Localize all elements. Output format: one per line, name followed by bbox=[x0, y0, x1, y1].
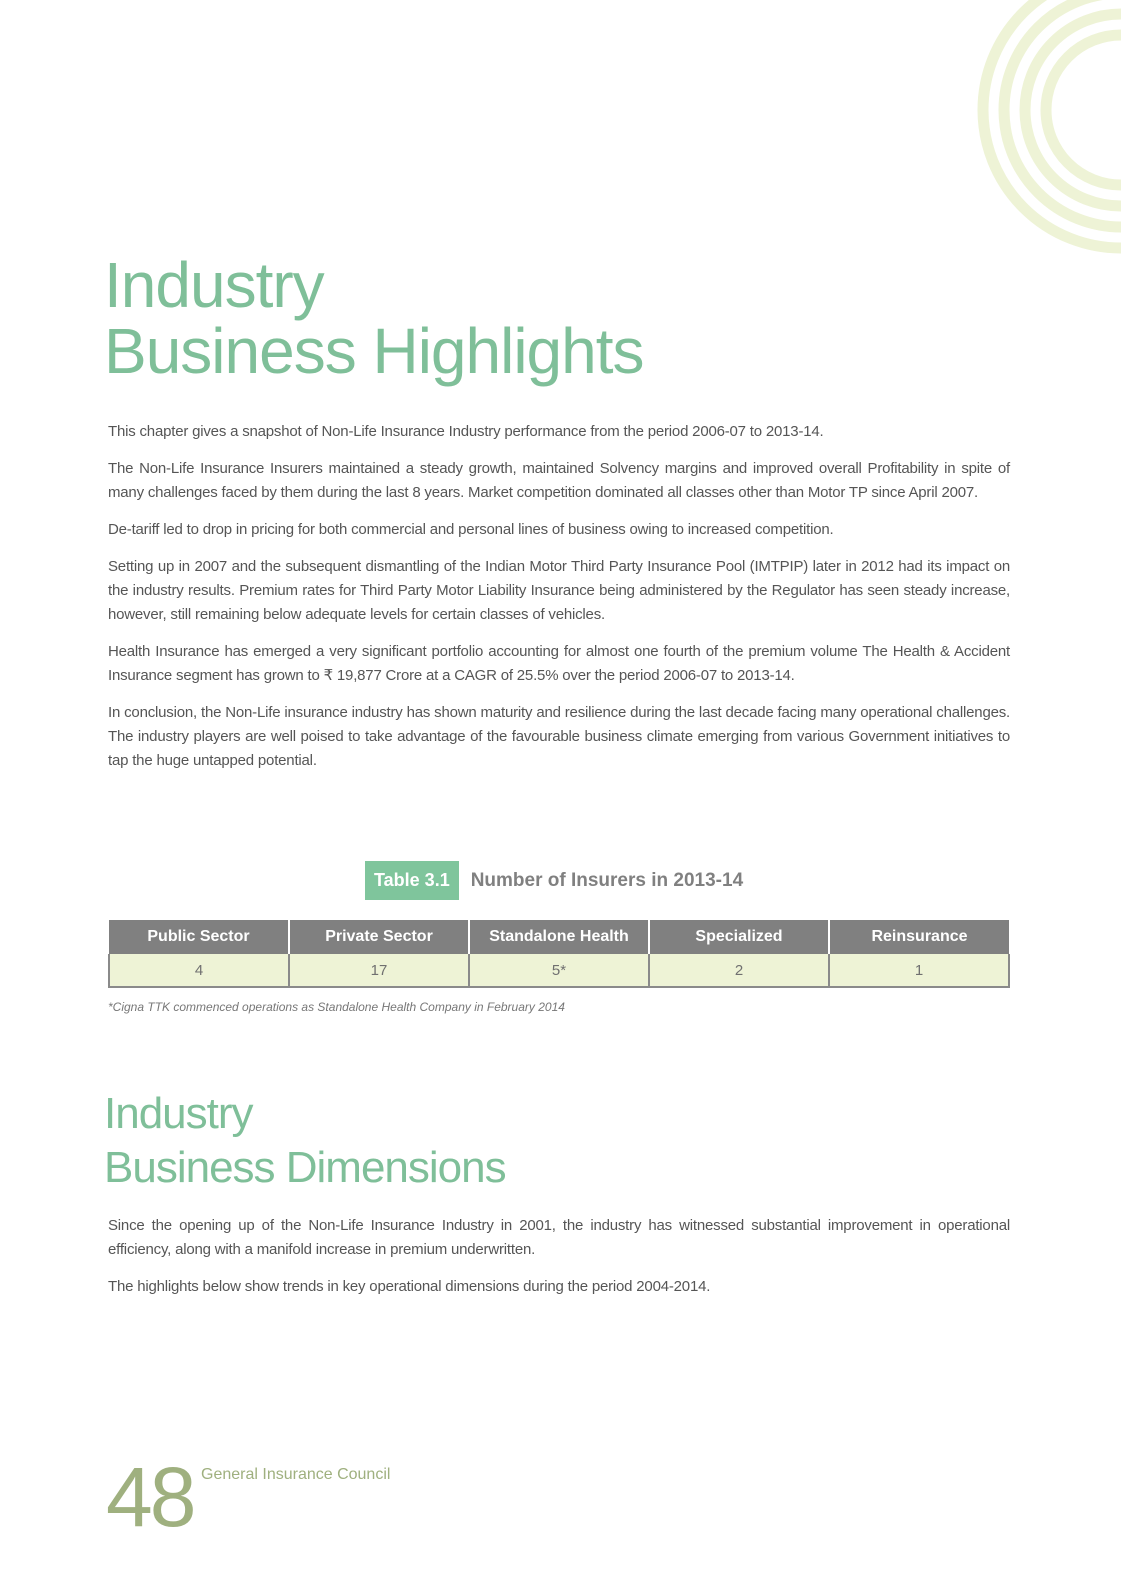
header-standalone-health: Standalone Health bbox=[469, 920, 649, 954]
section-title-business-highlights bbox=[104, 249, 644, 387]
header-reinsurance: Reinsurance bbox=[829, 920, 1009, 954]
table-footnote: *Cigna TTK commenced operations as Standalone Health Company in February 2014 bbox=[108, 1000, 565, 1014]
paragraph: This chapter gives a snapshot of Non-Life Insurance Industry performance from the period 2006-07 to 2013-14. bbox=[108, 423, 824, 440]
paragraph: Since the opening up of the Non-Life Insurance Industry in 2001, the industry has witnessed substantial improvement in operational efficiency, along with a manifold increase in premium underwritten. bbox=[108, 1217, 1010, 1258]
title-line-1: Industry bbox=[104, 1089, 253, 1138]
title-line-2: Business Highlights bbox=[104, 315, 644, 387]
paragraph: The highlights below show trends in key operational dimensions during the period 2004-2014. bbox=[108, 1278, 711, 1295]
cell-private-sector: 17 bbox=[289, 954, 469, 987]
table-header-row bbox=[109, 920, 1009, 954]
cell-public-sector: 4 bbox=[109, 954, 289, 987]
table-number-badge: Table 3.1 bbox=[365, 861, 459, 900]
table-caption bbox=[365, 861, 743, 900]
table-row bbox=[109, 954, 1009, 987]
title-line-2: Business Dimensions bbox=[104, 1143, 506, 1192]
paragraph: The Non-Life Insurance Insurers maintained a steady growth, maintained Solvency margins and improved overall Profitability in spite of many challenges faced by them during the last 8 years. Market competition dominated all classes other than Motor TP since April 2007. bbox=[108, 460, 1010, 501]
business-highlights-body bbox=[108, 420, 1010, 786]
business-dimensions-body bbox=[108, 1214, 1010, 1312]
paragraph: In conclusion, the Non-Life insurance industry has shown maturity and resilience during the last decade facing many operational challenges. The industry players are well poised to take advantage of the favourable business climate emerging from various Government initiatives to tap the huge untapped potential. bbox=[108, 704, 1010, 769]
paragraph: Setting up in 2007 and the subsequent dismantling of the Indian Motor Third Party Insurance Pool (IMTPIP) later in 2012 had its impact on the industry results. Premium rates for Third Party Motor Liability Insurance being administered by the Regulator has seen steady increase, however, still remaining below adequate levels for certain classes of vehicles. bbox=[108, 558, 1010, 623]
header-public-sector: Public Sector bbox=[109, 920, 289, 954]
table-title: Number of Insurers in 2013-14 bbox=[470, 869, 744, 891]
cell-specialized: 2 bbox=[649, 954, 829, 987]
cell-reinsurance: 1 bbox=[829, 954, 1009, 987]
header-private-sector: Private Sector bbox=[289, 920, 469, 954]
title-line-1: Industry bbox=[104, 249, 324, 321]
cell-standalone-health: 5* bbox=[469, 954, 649, 987]
section-title-business-dimensions bbox=[104, 1087, 506, 1195]
paragraph: De-tariff led to drop in pricing for both commercial and personal lines of business owing to increased competition. bbox=[108, 521, 834, 538]
page-number: 48 bbox=[106, 1450, 194, 1544]
running-title: General Insurance Council bbox=[201, 1466, 391, 1483]
concentric-arcs-icon bbox=[901, 0, 1121, 270]
insurers-table bbox=[108, 920, 1010, 988]
header-specialized: Specialized bbox=[649, 920, 829, 954]
paragraph: Health Insurance has emerged a very significant portfolio accounting for almost one fourth of the premium volume The Health & Accident Insurance segment has grown to ₹ 19,877 Crore at a CAGR of 25.5% over the period 2006-07 to 2013-14. bbox=[108, 643, 1010, 684]
